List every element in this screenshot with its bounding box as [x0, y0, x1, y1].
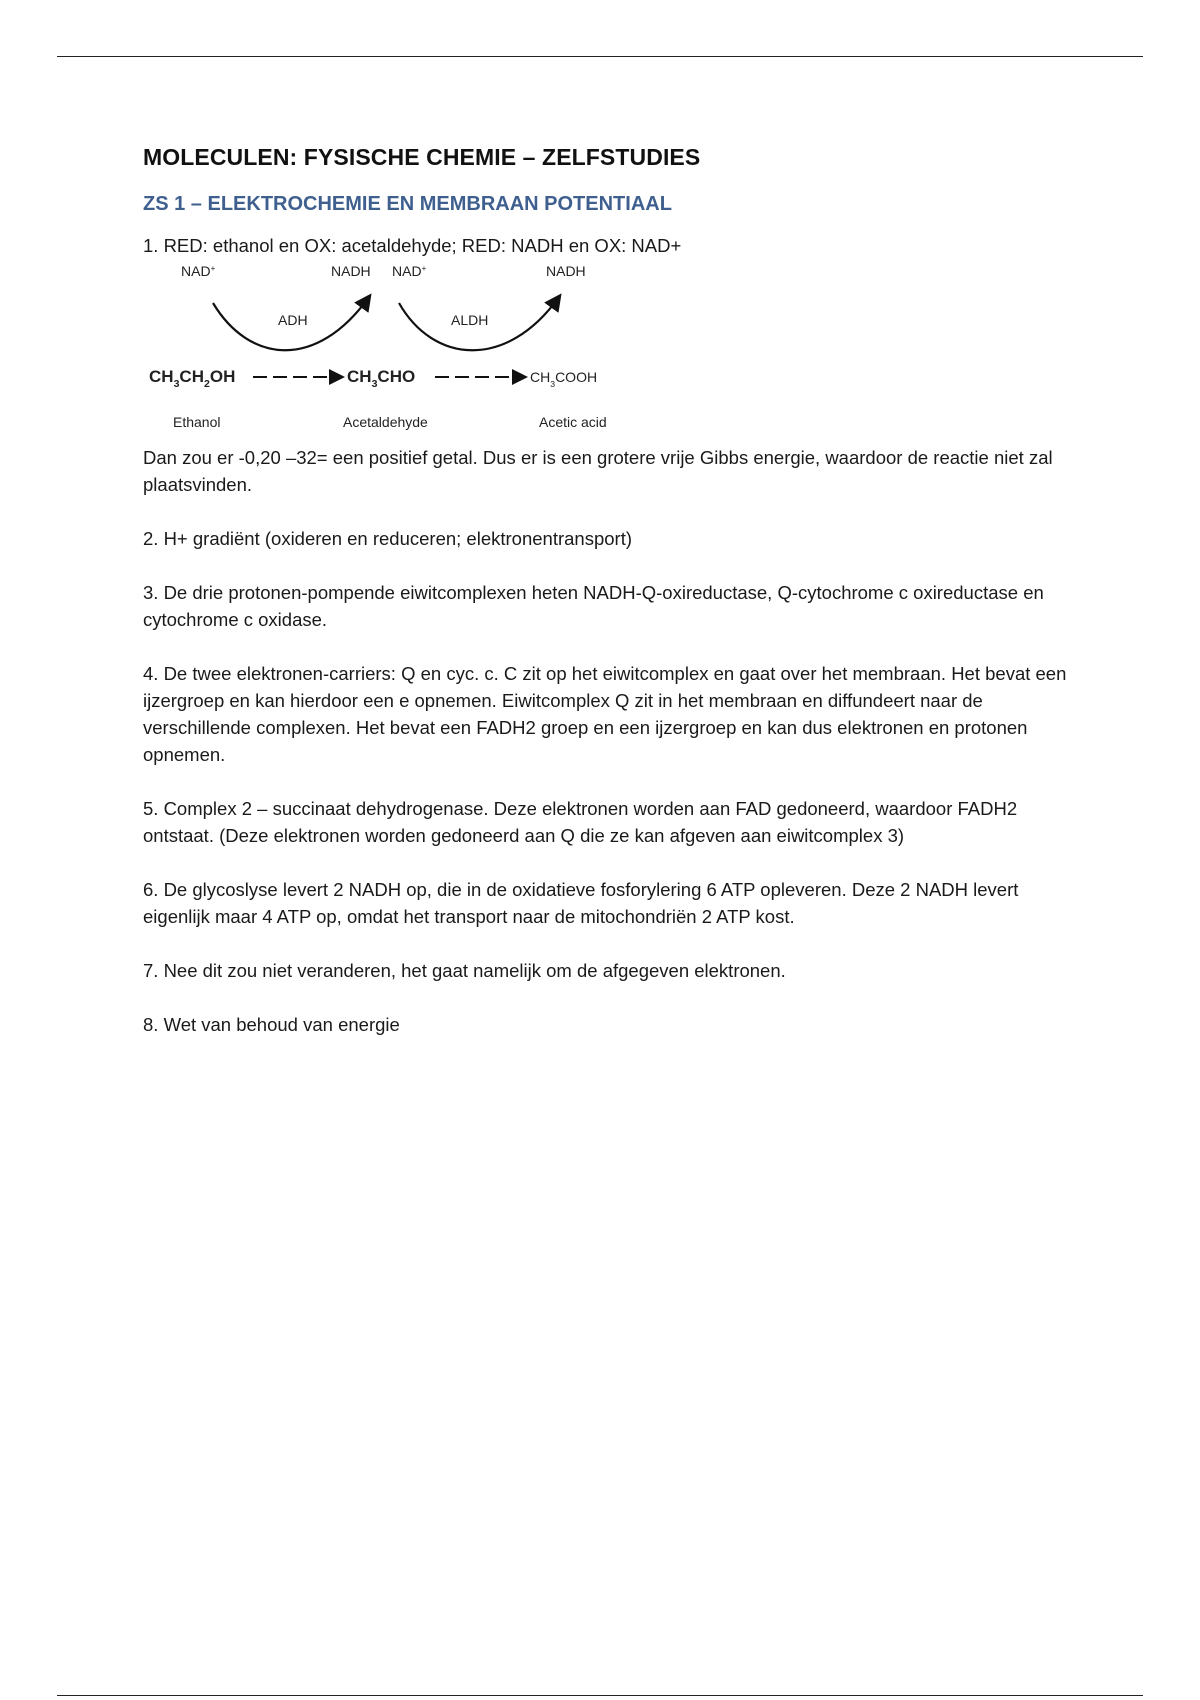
question-1-answer: Dan zou er -0,20 –32= een positief getal. Dus er is een grotere vrije Gibbs energie, waardoor de reactie niet zal plaatsvinden. [143, 447, 1053, 495]
question-5: 5. Complex 2 – succinaat dehydrogenase. Deze elektronen worden aan FAD gedoneerd, waardoor FADH2 ontstaat. (Deze elektronen worden gedoneerd aan Q die ze kan afgeven aan eiwitcomplex 3) [143, 798, 1018, 846]
nad-label-2: NAD+ [392, 263, 427, 279]
question-4: 4. De twee elektronen-carriers: Q en cyc. c. C zit op het eiwitcomplex en gaat over het membraan. Het bevat een ijzergroep en kan hierdoor een e opnemen. Eiwitcomplex Q zit in het membraan en diffundeert naar de verschillende complexen. Het bevat een FADH2 groep en een ijzergroep en kan dus elektronen en protonen opnemen. [143, 663, 1067, 765]
footer-rule [57, 1695, 1143, 1696]
acetaldehyde-formula: $CH_3CHO$ [347, 367, 416, 390]
document-body [143, 144, 1073, 1038]
nadh-label-1: NADH [331, 263, 371, 279]
ethanol-formula: $CH_3CH_2OH$ [149, 367, 236, 390]
acetic-acid-name: Acetic acid [539, 414, 607, 430]
question-3: 3. De drie protonen-pompende eiwitcomplexen heten NADH-Q-oxireductase, Q-cytochrome c oxireductase en cytochrome c oxidase. [143, 582, 1044, 630]
acetaldehyde-name: Acetaldehyde [343, 414, 428, 430]
question-2: 2. H+ gradiënt (oxideren en reduceren; elektronentransport) [143, 528, 632, 549]
nadh-label-2: NADH [546, 263, 586, 279]
document-title: MOLECULEN: FYSISCHE CHEMIE – ZELFSTUDIES [143, 144, 701, 170]
ethanol-name: Ethanol [173, 414, 221, 430]
ethanol-oxidation-diagram [141, 259, 641, 444]
question-6: 6. De glycoslyse levert 2 NADH op, die in de oxidatieve fosforylering 6 ATP opleveren. Deze 2 NADH levert eigenlijk maar 4 ATP op, omdat het transport naar de mitochondriën 2 ATP kost. [143, 879, 1019, 927]
nad-label-1: NAD+ [181, 263, 216, 279]
question-1: 1. RED: ethanol en OX: acetaldehyde; RED: NADH en OX: NAD+ [143, 235, 682, 256]
question-7: 7. Nee dit zou niet veranderen, het gaat namelijk om de afgegeven elektronen. [143, 960, 786, 981]
acetic-acid-formula: $CH_3COOH$ [530, 369, 598, 389]
question-8: 8. Wet van behoud van energie [143, 1014, 400, 1035]
aldh-enzyme-label: ALDH [451, 312, 489, 328]
header-rule [57, 56, 1143, 57]
adh-enzyme-label: ADH [278, 312, 308, 328]
section-heading: ZS 1 – ELEKTROCHEMIE EN MEMBRAAN POTENTIAAL [143, 193, 672, 215]
